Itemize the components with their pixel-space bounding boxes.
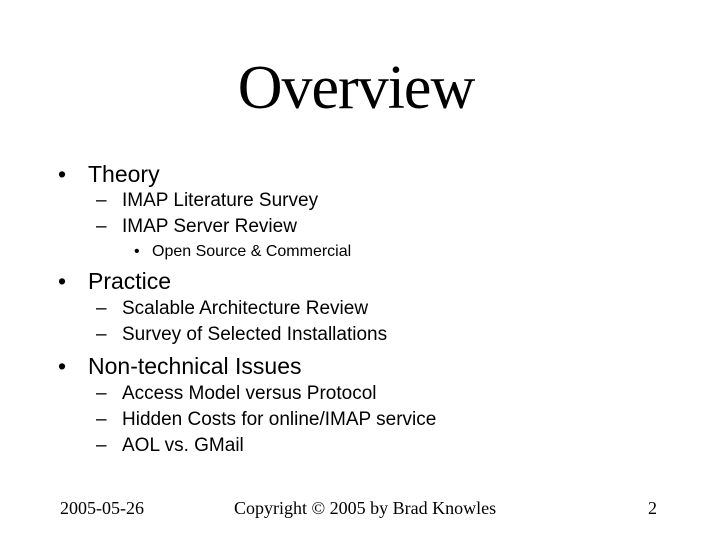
- subsubitem-text: Open Source & Commercial: [152, 243, 352, 260]
- bullet-non-technical-issues: [58, 352, 302, 380]
- subitem-text: Access Model versus Protocol: [122, 383, 377, 404]
- subitem-access-model-versus-protocol: [96, 382, 377, 406]
- subitem-text: Survey of Selected Installations: [122, 324, 388, 345]
- footer-copyright: Copyright © 2005 by Brad Knowles: [234, 498, 497, 518]
- subitem-scalable-architecture-review: [96, 297, 368, 321]
- dash-marker: –: [96, 324, 107, 345]
- subsubitem-open-source-commercial: [134, 242, 351, 262]
- subitem-survey-of-selected-installations: [96, 323, 387, 347]
- bullet-practice: [58, 267, 171, 295]
- bullet-theory: [58, 160, 160, 188]
- bullet-text: Non-technical Issues: [88, 353, 302, 379]
- dash-marker: –: [96, 435, 107, 456]
- footer-page-number: 2: [648, 498, 657, 518]
- subitem-text: IMAP Server Review: [122, 216, 297, 237]
- dash-marker: –: [96, 190, 107, 211]
- subitem-imap-server-review: [96, 215, 297, 239]
- subitem-text: IMAP Literature Survey: [122, 190, 319, 211]
- bullet-marker: •: [134, 243, 140, 260]
- subitem-imap-literature-survey: [96, 189, 318, 213]
- bullet-marker: •: [58, 161, 67, 187]
- dash-marker: –: [96, 298, 107, 319]
- slide-title: Overview: [237, 54, 475, 122]
- subitem-aol-vs-gmail: [96, 434, 244, 458]
- dash-marker: –: [96, 409, 107, 430]
- dash-marker: –: [96, 383, 107, 404]
- subitem-hidden-costs: [96, 408, 436, 432]
- footer-date: 2005-05-26: [60, 498, 144, 518]
- bullet-text: Practice: [88, 268, 172, 294]
- bullet-text: Theory: [88, 161, 160, 187]
- subitem-text: Hidden Costs for online/IMAP service: [122, 409, 437, 430]
- bullet-marker: •: [58, 268, 67, 294]
- dash-marker: –: [96, 216, 107, 237]
- subitem-text: Scalable Architecture Review: [122, 298, 369, 319]
- bullet-marker: •: [58, 353, 67, 379]
- subitem-text: AOL vs. GMail: [122, 435, 244, 456]
